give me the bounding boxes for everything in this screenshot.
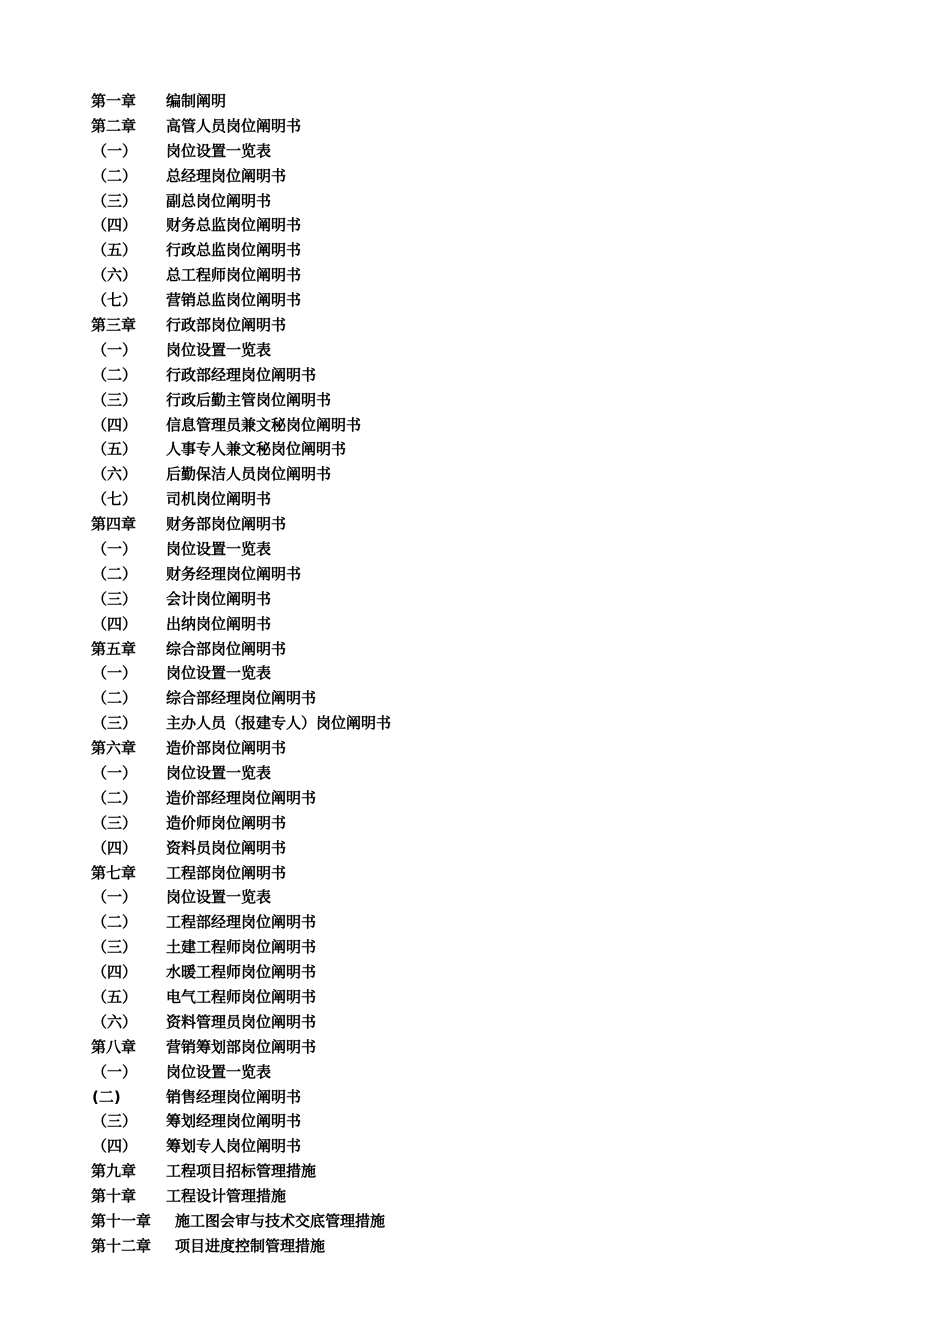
toc-section-entry <box>91 710 391 735</box>
toc-section-entry <box>91 486 391 511</box>
toc-entry-title: 信息管理员兼文秘岗位阐明书 <box>166 415 362 434</box>
toc-entry-title: 电气工程师岗位阐明书 <box>166 988 317 1006</box>
toc-section-entry <box>91 586 391 611</box>
toc-entry-number: （四） <box>92 838 138 857</box>
toc-entry-number: （二） <box>92 365 138 384</box>
toc-section-entry <box>91 536 391 561</box>
toc-entry-number: （三） <box>92 714 138 733</box>
toc-entry-number: （二） <box>92 166 138 185</box>
toc-entry-number: （一） <box>92 763 138 782</box>
toc-entry-number: 第十一章 <box>91 1212 152 1231</box>
toc-entry-number: 第二章 <box>91 116 137 135</box>
toc-entry-title: 施工图会审与技术交底管理措施 <box>175 1212 386 1231</box>
toc-chapter-entry <box>91 1208 391 1233</box>
toc-entry-number: （三） <box>92 813 138 832</box>
toc-entry-title: 综合部经理岗位阐明书 <box>166 689 317 708</box>
toc-entry-number: 第十章 <box>91 1187 137 1206</box>
toc-entry-title: 岗位设置一览表 <box>166 539 272 558</box>
toc-entry-title: 水暖工程师岗位阐明书 <box>166 963 317 982</box>
toc-section-entry <box>91 835 391 860</box>
toc-entry-number: （一） <box>92 340 138 359</box>
toc-chapter-entry <box>91 1034 391 1059</box>
toc-entry-title: 编制阐明 <box>166 91 227 110</box>
toc-entry-number: （七） <box>92 291 138 310</box>
toc-entry-number: （一） <box>92 141 138 160</box>
toc-entry-title: 司机岗位阐明书 <box>166 490 272 509</box>
toc-section-entry <box>91 362 391 387</box>
toc-chapter-entry <box>91 113 391 138</box>
toc-section-entry <box>91 387 391 412</box>
toc-section-entry <box>91 1059 391 1084</box>
toc-entry-title: 筹划专人岗位阐明书 <box>166 1137 302 1156</box>
toc-section-entry <box>91 412 391 437</box>
toc-section-entry <box>91 163 391 188</box>
toc-entry-title: 工程部岗位阐明书 <box>166 863 287 882</box>
toc-entry-title: 总工程师岗位阐明书 <box>166 266 302 285</box>
toc-entry-title: 岗位设置一览表 <box>166 888 272 907</box>
toc-entry-title: 土建工程师岗位阐明书 <box>166 938 317 957</box>
toc-entry-number: （五） <box>92 988 138 1006</box>
toc-entry-number: (二) <box>92 1087 121 1106</box>
toc-entry-title: 资料员岗位阐明书 <box>166 838 287 857</box>
toc-entry-number: 第三章 <box>91 315 137 334</box>
toc-entry-title: 人事专人兼文秘岗位阐明书 <box>166 440 347 459</box>
toc-entry-title: 行政后勤主管岗位阐明书 <box>166 390 332 409</box>
toc-entry-number: （二） <box>92 913 138 932</box>
toc-entry-number: （三） <box>92 938 138 957</box>
toc-entry-title: 营销总监岗位阐明书 <box>166 291 302 310</box>
toc-section-entry <box>91 1009 391 1034</box>
toc-section-entry <box>91 1109 391 1134</box>
toc-entry-title: 造价部岗位阐明书 <box>166 739 287 758</box>
toc-entry-number: （二） <box>92 689 138 708</box>
toc-chapter-entry <box>91 511 391 536</box>
toc-entry-number: 第六章 <box>91 739 137 758</box>
toc-section-entry <box>91 1084 391 1109</box>
toc-entry-title: 副总岗位阐明书 <box>166 191 272 210</box>
toc-section-entry <box>91 760 391 785</box>
toc-entry-title: 财务部岗位阐明书 <box>166 515 287 534</box>
toc-entry-title: 营销筹划部岗位阐明书 <box>166 1037 317 1056</box>
toc-entry-number: 第九章 <box>91 1162 137 1181</box>
toc-section-entry <box>91 212 391 237</box>
toc-chapter-entry <box>91 636 391 661</box>
toc-entry-title: 岗位设置一览表 <box>166 664 272 683</box>
toc-chapter-entry <box>91 860 391 885</box>
toc-section-entry <box>91 885 391 910</box>
toc-chapter-entry <box>91 312 391 337</box>
toc-entry-title: 项目进度控制管理措施 <box>175 1236 326 1255</box>
toc-entry-number: （一） <box>92 1062 138 1081</box>
toc-section-entry <box>91 785 391 810</box>
toc-entry-title: 会计岗位阐明书 <box>166 589 272 608</box>
toc-section-entry <box>91 934 391 959</box>
toc-entry-number: （四） <box>92 216 138 235</box>
toc-section-entry <box>91 436 391 461</box>
toc-entry-title: 行政总监岗位阐明书 <box>166 241 302 260</box>
toc-entry-title: 筹划经理岗位阐明书 <box>166 1112 302 1131</box>
toc-entry-number: 第一章 <box>91 91 137 110</box>
toc-chapter-entry <box>91 735 391 760</box>
toc-section-entry <box>91 237 391 262</box>
toc-section-entry <box>91 810 391 835</box>
toc-entry-number: （二） <box>92 564 138 583</box>
toc-chapter-entry <box>91 88 391 113</box>
toc-entry-title: 工程设计管理措施 <box>166 1187 287 1206</box>
toc-entry-number: （六） <box>92 1012 138 1031</box>
toc-entry-title: 资料管理员岗位阐明书 <box>166 1012 317 1031</box>
toc-entry-number: 第七章 <box>91 863 137 882</box>
toc-section-entry <box>91 685 391 710</box>
toc-chapter-entry <box>91 1233 391 1258</box>
toc-section-entry <box>91 984 391 1009</box>
toc-section-entry <box>91 337 391 362</box>
toc-section-entry <box>91 611 391 636</box>
toc-section-entry <box>91 909 391 934</box>
toc-entry-number: （七） <box>92 490 138 509</box>
toc-entry-title: 岗位设置一览表 <box>166 141 272 160</box>
toc-entry-number: 第八章 <box>91 1037 137 1056</box>
toc-section-entry <box>91 262 391 287</box>
toc-entry-title: 财务经理岗位阐明书 <box>166 564 302 583</box>
toc-entry-number: （六） <box>92 266 138 285</box>
toc-section-entry <box>91 660 391 685</box>
toc-entry-title: 高管人员岗位阐明书 <box>166 116 302 135</box>
toc-entry-number: （五） <box>92 440 138 459</box>
toc-entry-title: 岗位设置一览表 <box>166 340 272 359</box>
toc-entry-title: 主办人员（报建专人）岗位阐明书 <box>166 714 392 733</box>
toc-entry-number: （四） <box>92 1137 138 1156</box>
toc-section-entry <box>91 561 391 586</box>
toc-entry-number: （一） <box>92 664 138 683</box>
toc-entry-number: （四） <box>92 415 138 434</box>
toc-entry-number: （一） <box>92 539 138 558</box>
toc-entry-number: （四） <box>92 963 138 982</box>
toc-chapter-entry <box>91 1183 391 1208</box>
toc-section-entry <box>91 287 391 312</box>
toc-entry-number: （五） <box>92 241 138 260</box>
toc-entry-number: （四） <box>92 614 138 633</box>
toc-entry-title: 总经理岗位阐明书 <box>166 166 287 185</box>
toc-entry-title: 造价部经理岗位阐明书 <box>166 788 317 807</box>
toc-entry-number: （二） <box>92 788 138 807</box>
table-of-contents <box>91 88 391 1258</box>
toc-entry-title: 销售经理岗位阐明书 <box>166 1087 302 1106</box>
toc-entry-title: 综合部岗位阐明书 <box>166 639 287 658</box>
toc-entry-number: （三） <box>92 390 138 409</box>
toc-section-entry <box>91 138 391 163</box>
toc-entry-title: 财务总监岗位阐明书 <box>166 216 302 235</box>
toc-entry-number: 第五章 <box>91 639 137 658</box>
toc-entry-title: 行政部经理岗位阐明书 <box>166 365 317 384</box>
toc-section-entry <box>91 959 391 984</box>
toc-entry-title: 后勤保洁人员岗位阐明书 <box>166 465 332 484</box>
toc-entry-title: 工程项目招标管理措施 <box>166 1162 317 1181</box>
toc-entry-number: （三） <box>92 589 138 608</box>
toc-section-entry <box>91 461 391 486</box>
toc-section-entry <box>91 188 391 213</box>
toc-entry-title: 出纳岗位阐明书 <box>166 614 272 633</box>
toc-entry-title: 造价师岗位阐明书 <box>166 813 287 832</box>
toc-chapter-entry <box>91 1158 391 1183</box>
toc-entry-number: 第四章 <box>91 515 137 534</box>
toc-entry-number: （三） <box>92 191 138 210</box>
toc-entry-number: （一） <box>92 888 138 907</box>
toc-section-entry <box>91 1133 391 1158</box>
toc-entry-title: 岗位设置一览表 <box>166 763 272 782</box>
toc-entry-title: 行政部岗位阐明书 <box>166 315 287 334</box>
toc-entry-number: （六） <box>92 465 138 484</box>
toc-entry-number: 第十二章 <box>91 1236 152 1255</box>
toc-entry-title: 岗位设置一览表 <box>166 1062 272 1081</box>
toc-entry-title: 工程部经理岗位阐明书 <box>166 913 317 932</box>
toc-entry-number: （三） <box>92 1112 138 1131</box>
